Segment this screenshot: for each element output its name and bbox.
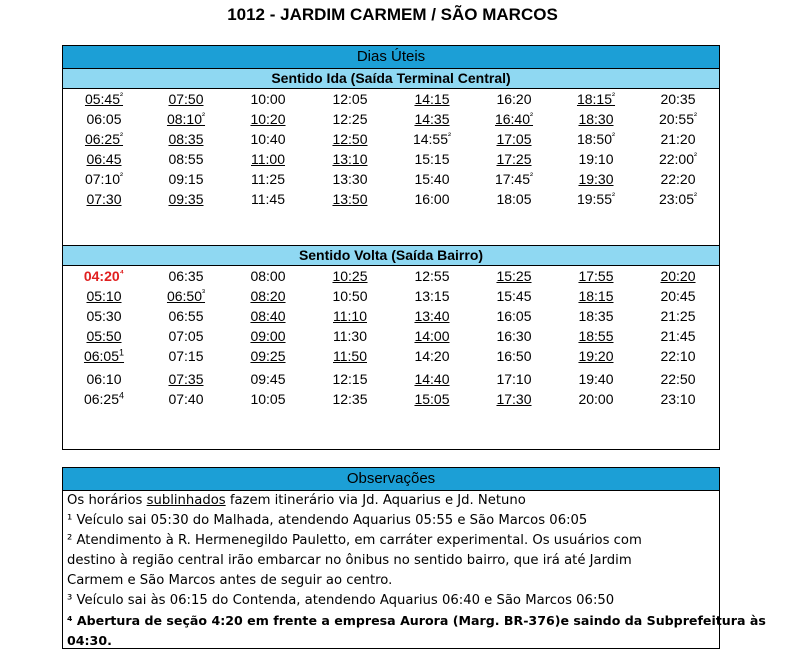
departure-time: 08:20 (250, 288, 286, 304)
footnote-marker: ² (530, 110, 534, 121)
departure-time: 16:50 (496, 348, 532, 364)
departure-time: 16:20 (496, 91, 532, 107)
footnote-marker: ² (694, 190, 698, 201)
departure-time: 12:05 (332, 91, 368, 107)
departure-time: 10:05 (250, 391, 286, 407)
departure-time: 10:00 (250, 91, 286, 107)
footnote-marker: ⁴ (119, 267, 125, 278)
departure-time: 13:40 (414, 308, 450, 324)
note-line: ¹ Veículo sai 05:30 do Malhada, atendendo Aquarius 05:55 e São Marcos 06:05 (67, 513, 588, 528)
departure-time: 18:35 (578, 308, 614, 324)
note-line: ² Atendimento à R. Hermenegildo Pauletto, em carráter experimental. Os usuários com (67, 533, 642, 548)
departure-time: 20:20 (660, 268, 696, 284)
departure-time: 14:20 (414, 348, 450, 364)
departure-time: 18:30 (578, 111, 614, 127)
departure-time: 06:35 (168, 268, 204, 284)
departure-time: 22:50 (660, 371, 696, 387)
departure-time: 15:40 (414, 171, 450, 187)
departure-time: 21:45 (660, 328, 696, 344)
intro-text: Os horários (67, 493, 147, 508)
departure-time: 15:25 (496, 268, 532, 284)
note-line: destino à região central irão embarcar no ônibus no sentido bairro, que irá até Jardim (67, 553, 632, 568)
departure-time: $18:50^{^2}$ (576, 130, 616, 147)
departure-time: $18:15^{^2}$ (576, 90, 616, 107)
departure-time: 11:30 (333, 328, 367, 344)
departure-time: 17:25 (496, 151, 532, 167)
departure-time: $08:10^{^2}$ (166, 110, 206, 127)
departure-time: 13:10 (332, 151, 368, 167)
ida-times-grid (63, 89, 719, 209)
departure-time: $06:50^{^3}$ (166, 287, 206, 304)
departure-time: 22:10 (660, 348, 696, 364)
footnote-marker: ² (448, 130, 452, 141)
footnote-marker: ² (694, 150, 698, 161)
intro-text-end: fazem itinerário via Jd. Aquarius e Jd. Netuno (225, 493, 526, 508)
departure-time: 07:15 (168, 348, 204, 364)
observations-box (62, 467, 766, 649)
departure-time: 07:35 (168, 371, 204, 387)
footnote-marker: ² (120, 130, 124, 141)
departure-time: 13:50 (332, 191, 368, 207)
departure-time: 23:10 (660, 391, 696, 407)
departure-time: $06:25^{^2}$ (84, 130, 124, 147)
departure-time: 20:00 (578, 391, 614, 407)
volta-subheader: Sentido Volta (Saída Bairro) (63, 245, 719, 266)
departure-time: 07:05 (168, 328, 204, 344)
departure-time: 08:40 (250, 308, 286, 324)
departure-time: 14:00 (414, 328, 450, 344)
departure-time: 12:55 (414, 268, 450, 284)
departure-time: 06:45 (86, 151, 122, 167)
departure-time: 08:00 (250, 268, 286, 284)
departure-time: 05:30 (86, 308, 122, 324)
departure-time: 17:05 (496, 131, 532, 147)
departure-time: 13:15 (414, 288, 450, 304)
departure-time: 12:25 (332, 111, 368, 127)
note-line: ³ Veículo sai às 06:15 do Contenda, atendendo Aquarius 06:40 e São Marcos 06:50 (67, 593, 615, 608)
departure-time: 12:15 (332, 371, 368, 387)
departure-time: 06:05 (86, 111, 122, 127)
footnote-marker: ² (530, 170, 534, 181)
departure-time: 08:55 (168, 151, 204, 167)
departure-time: 17:10 (496, 371, 532, 387)
footnote-marker: ² (694, 110, 698, 121)
departure-time: 15:15 (414, 151, 450, 167)
footnote-marker: ² (120, 90, 124, 101)
page-title: 1012 - JARDIM CARMEM / SÃO MARCOS (227, 5, 558, 24)
departure-time: 17:30 (496, 391, 532, 407)
departure-time: 10:20 (250, 111, 286, 127)
departure-time: 11:10 (333, 308, 367, 324)
departure-time: 06:55 (168, 308, 204, 324)
departure-time: $07:10^{^2}$ (84, 170, 124, 187)
footnote-marker: ² (612, 90, 616, 101)
departure-time: 17:55 (578, 268, 614, 284)
schedule-table (62, 45, 720, 450)
observations-intro (67, 491, 715, 511)
note-line: Carmem e São Marcos antes de seguir ao centro. (67, 573, 393, 588)
departure-time: 09:25 (250, 348, 286, 364)
intro-underlined: sublinhados (146, 493, 226, 508)
departure-time: 11:00 (251, 151, 285, 167)
departure-time: $14:55^{^2}$ (412, 130, 452, 147)
departure-time: $17:45^{^2}$ (494, 170, 534, 187)
departure-time: $19:55^{^2}$ (576, 190, 616, 207)
departure-time: $06:05^1$ (83, 347, 125, 364)
departure-time: 14:40 (414, 371, 450, 387)
departure-time: 21:20 (660, 131, 696, 147)
departure-time: 14:35 (414, 111, 450, 127)
volta-times-grid (63, 266, 719, 412)
footnote-marker: ² (612, 130, 616, 141)
departure-time: 09:15 (168, 171, 204, 187)
footnote-marker: ³ (202, 287, 206, 298)
departure-time: 11:50 (333, 348, 367, 364)
departure-time: $23:05^{^2}$ (658, 190, 698, 207)
departure-time: 14:15 (414, 91, 450, 107)
observations-header: Observações (63, 468, 719, 491)
departure-time: 12:35 (332, 391, 368, 407)
departure-time: 20:45 (660, 288, 696, 304)
bold-note-line: 04:30. (67, 633, 112, 648)
observations-body (63, 491, 766, 651)
departure-time: 19:30 (578, 171, 614, 187)
departure-time: 18:55 (578, 328, 614, 344)
departure-time: 13:30 (332, 171, 368, 187)
bold-note-line: ⁴ Abertura de seção 4:20 em frente a empresa Aurora (Marg. BR-376)e saindo da Subprefeitura às (67, 613, 766, 628)
departure-time: 10:50 (332, 288, 368, 304)
departure-time: 19:20 (578, 348, 614, 364)
footnote-marker: 1 (119, 347, 125, 358)
departure-time: $05:45^{^2}$ (84, 90, 124, 107)
departure-time: 09:00 (250, 328, 286, 344)
departure-time: 06:10 (86, 371, 122, 387)
departure-time: 12:50 (332, 131, 368, 147)
departure-time: 09:45 (250, 371, 286, 387)
schedule-header: Dias Úteis (63, 46, 719, 69)
ida-subheader: Sentido Ida (Saída Terminal Central) (63, 69, 719, 89)
departure-time: $22:00^{^2}$ (658, 150, 698, 167)
departure-time: 05:50 (86, 328, 122, 344)
departure-time: $06:25^4$ (83, 390, 125, 407)
departure-time: 16:00 (414, 191, 450, 207)
departure-time: 11:25 (251, 171, 285, 187)
footnote-marker: ² (120, 170, 124, 181)
departure-time: 16:05 (496, 308, 532, 324)
departure-time: $04:20^{^4}$ (83, 267, 125, 284)
footnote-marker: ² (612, 190, 616, 201)
departure-time: 15:05 (414, 391, 450, 407)
departure-time: 09:35 (168, 191, 204, 207)
departure-time: 15:45 (496, 288, 532, 304)
departure-time: 07:30 (86, 191, 122, 207)
departure-time: 19:10 (578, 151, 614, 167)
departure-time: 19:40 (578, 371, 614, 387)
footnote-marker: ² (202, 110, 206, 121)
departure-time: 22:20 (660, 171, 696, 187)
departure-time: 21:25 (660, 308, 696, 324)
departure-time: 18:15 (578, 288, 614, 304)
departure-time: 07:40 (168, 391, 204, 407)
departure-time: 16:30 (496, 328, 532, 344)
departure-time: 18:05 (496, 191, 532, 207)
footnote-marker: 4 (119, 390, 125, 401)
departure-time: 20:35 (660, 91, 696, 107)
departure-time: 08:35 (168, 131, 204, 147)
departure-time: 05:10 (86, 288, 122, 304)
departure-time: $16:40^{^2}$ (494, 110, 534, 127)
departure-time: 10:40 (250, 131, 286, 147)
departure-time: 10:25 (332, 268, 368, 284)
departure-time: 11:45 (251, 191, 285, 207)
departure-time: $20:55^{^2}$ (658, 110, 698, 127)
departure-time: 07:50 (168, 91, 204, 107)
